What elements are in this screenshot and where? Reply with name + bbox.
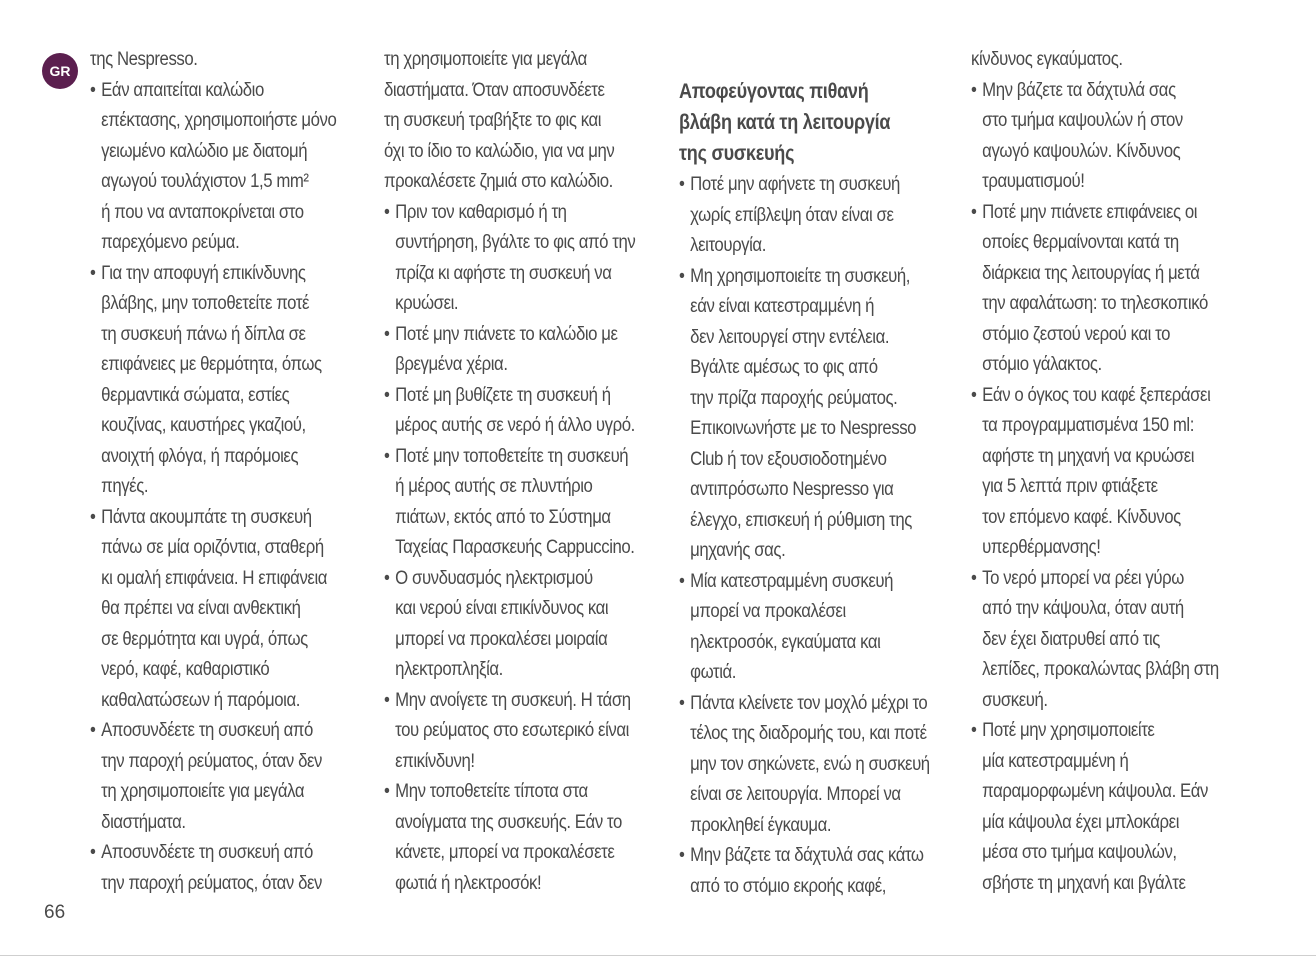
bullet-list bbox=[679, 169, 930, 901]
text-line: της συσκευής bbox=[679, 142, 795, 165]
text-line: μέρος αυτής σε νερό ή άλλο υγρό. bbox=[395, 414, 635, 436]
text-line: τέλος της διαδρομής του, και ποτέ bbox=[690, 722, 927, 744]
text-line: λεπίδες, προκαλώντας βλάβη στη bbox=[982, 658, 1219, 680]
text-line: Επικοινωνήστε με το Nespresso bbox=[690, 417, 917, 439]
continued-text bbox=[384, 44, 635, 197]
text-line: • Μην τοποθετείτε τίποτα στα bbox=[395, 780, 588, 802]
text-line: Ταχείας Παρασκευής Cappuccino. bbox=[395, 536, 635, 558]
text-line: • Ποτέ μη βυθίζετε τη συσκευή ή bbox=[395, 383, 611, 406]
text-line: κρυώσει. bbox=[395, 292, 459, 314]
text-line: επιφάνειες με θερμότητα, όπως bbox=[101, 353, 322, 375]
language-badge: GR bbox=[42, 53, 78, 89]
text-line: τη συσκευή πάνω ή δίπλα σε bbox=[101, 322, 306, 345]
text-line: φωτιά ή ηλεκτροσόκ! bbox=[395, 871, 542, 894]
column-1 bbox=[90, 44, 336, 898]
text-line: • Ποτέ μην χρησιμοποιείτε bbox=[982, 719, 1155, 741]
list-item bbox=[384, 441, 635, 563]
text-line: • Μία κατεστραμμένη συσκευή bbox=[690, 569, 894, 592]
list-item bbox=[90, 75, 336, 258]
text-line: νερό, καφέ, καθαριστικό bbox=[101, 658, 270, 680]
list-item bbox=[384, 319, 635, 380]
text-line: στόμιο γάλακτος. bbox=[982, 353, 1102, 375]
text-line: τη συσκευή τραβήξτε το φις και bbox=[384, 109, 602, 131]
text-line: παραμορφωμένη κάψουλα. Εάν bbox=[982, 780, 1209, 802]
text-line: από το στόμιο εκροής καφέ, bbox=[690, 874, 886, 897]
text-line: • Αποσυνδέετε τη συσκευή από bbox=[101, 841, 313, 863]
text-line: • Μην βάζετε τα δάχτυλά σας bbox=[982, 78, 1176, 101]
text-line: οποίες θερμαίνονται κατά τη bbox=[982, 231, 1179, 253]
text-line: μπορεί να προκαλέσει μοιραία bbox=[395, 627, 608, 650]
text-line: φωτιά. bbox=[690, 661, 737, 683]
text-line: την πρίζα παροχής ρεύματος. bbox=[690, 386, 898, 409]
text-line: ή μέρος αυτής σε πλυντήριο bbox=[395, 475, 593, 497]
text-line: • Το νερό μπορεί να ρέει γύρω bbox=[982, 566, 1184, 589]
text-line: δεν λειτουργεί στην εντέλεια. bbox=[690, 325, 890, 348]
text-line: προκαλέσετε ζημιά στο καλώδιο. bbox=[384, 170, 613, 192]
text-line: • Μην βάζετε τα δάχτυλά σας κάτω bbox=[690, 844, 924, 866]
column-3 bbox=[679, 76, 930, 901]
text-line: αγωγό καψουλών. Κίνδυνος bbox=[982, 139, 1181, 162]
text-line: συντήρηση, βγάλτε το φις από την bbox=[395, 231, 636, 253]
text-line: όχι το ίδιο το καλώδιο, για να μην bbox=[384, 139, 615, 162]
text-line: λειτουργία. bbox=[690, 234, 766, 256]
list-item bbox=[679, 566, 930, 688]
list-item bbox=[971, 563, 1219, 716]
text-line: • Μην ανοίγετε τη συσκευή. Η τάση bbox=[395, 688, 631, 711]
text-line: επικίνδυνη! bbox=[395, 749, 475, 772]
text-line: συσκευή. bbox=[982, 688, 1048, 711]
text-line: • Πάντα κλείνετε τον μοχλό μέχρι το bbox=[690, 691, 928, 714]
text-line: του ρεύματος στο εσωτερικό είναι bbox=[395, 719, 629, 741]
text-line: διαστήματα. Όταν αποσυνδέετε bbox=[384, 78, 605, 101]
list-item bbox=[971, 380, 1219, 563]
text-line: αφήστε τη μηχανή να κρυώσει bbox=[982, 444, 1195, 467]
text-line: ηλεκτροσόκ, εγκαύματα και bbox=[690, 630, 881, 653]
list-item bbox=[384, 197, 635, 319]
continued-text: της Nespresso. bbox=[90, 48, 198, 70]
text-line: γειωμένο καλώδιο με διατομή bbox=[101, 139, 308, 162]
text-line: την παροχή ρεύματος, όταν δεν bbox=[101, 871, 323, 894]
text-line: διάρκεια της λειτουργίας ή μετά bbox=[982, 261, 1200, 284]
text-line: τη χρησιμοποιείτε για μεγάλα bbox=[101, 780, 305, 802]
list-item bbox=[679, 840, 930, 901]
text-line: βλάβης, μην τοποθετείτε ποτέ bbox=[101, 292, 310, 314]
text-line: μπορεί να προκαλέσει bbox=[690, 600, 846, 622]
list-item bbox=[679, 261, 930, 566]
text-line: θα πρέπει να είναι ανθεκτική bbox=[101, 597, 301, 619]
continued-text: κίνδυνος εγκαύματος. bbox=[971, 48, 1123, 70]
text-line: την παροχή ρεύματος, όταν δεν bbox=[101, 749, 323, 772]
text-line: Βγάλτε αμέσως το φις από bbox=[690, 356, 878, 378]
text-line: ηλεκτροπληξία. bbox=[395, 658, 503, 680]
list-item bbox=[384, 380, 635, 441]
text-line: δεν έχει διατρυθεί από τις bbox=[982, 627, 1160, 650]
column-2 bbox=[384, 44, 635, 898]
text-line: πηγές. bbox=[101, 475, 149, 497]
text-line: • Αποσυνδέετε τη συσκευή από bbox=[101, 719, 313, 741]
text-line: αντιπρόσωπο Nespresso για bbox=[690, 478, 894, 500]
text-line: μία κάψουλα έχει μπλοκάρει bbox=[982, 810, 1180, 833]
text-line: κάνετε, μπορεί να προκαλέσετε bbox=[395, 841, 615, 863]
list-item bbox=[384, 685, 635, 777]
text-line: έλεγχο, επισκευή ή ρύθμιση της bbox=[690, 508, 912, 531]
text-line: διαστήματα. bbox=[101, 810, 186, 833]
text-line: εάν είναι κατεστραμμένη ή bbox=[690, 295, 875, 317]
bullet-list bbox=[384, 197, 635, 899]
text-line: βλάβη κατά τη λειτουργία bbox=[679, 111, 891, 134]
list-item bbox=[90, 258, 336, 502]
text-line: κουζίνας, καυστήρες γκαζιού, bbox=[101, 414, 306, 436]
list-item bbox=[384, 563, 635, 685]
text-line: πρίζα κι αφήστε τη συσκευή να bbox=[395, 261, 612, 284]
text-line: χωρίς επίβλεψη όταν είναι σε bbox=[690, 203, 894, 226]
text-line: μία κατεστραμμένη ή bbox=[982, 749, 1129, 772]
text-line: από την κάψουλα, όταν αυτή bbox=[982, 597, 1184, 619]
text-line: μέσα στο τμήμα καψουλών, bbox=[982, 841, 1177, 863]
page-number: 66 bbox=[44, 902, 66, 923]
text-line: • Ποτέ μην πιάνετε το καλώδιο με bbox=[395, 322, 618, 345]
text-line: Club ή τον εξουσιοδοτημένο bbox=[690, 447, 887, 470]
bullet-list bbox=[90, 75, 336, 899]
text-line: • Ποτέ μην αφήνετε τη συσκευή bbox=[690, 173, 900, 195]
list-item bbox=[971, 75, 1219, 197]
text-line: • Για την αποφυγή επικίνδυνης bbox=[101, 261, 306, 284]
text-line: • Μη χρησιμοποιείτε τη συσκευή, bbox=[690, 264, 911, 287]
text-line: προκληθεί έγκαυμα. bbox=[690, 813, 832, 836]
list-item bbox=[384, 776, 635, 898]
list-item bbox=[679, 688, 930, 841]
text-line: σε θερμότητα και υγρά, όπως bbox=[101, 627, 308, 650]
text-line: μην τον σηκώνετε, ενώ η συσκευή bbox=[690, 752, 930, 775]
text-line: θερμαντικά σώματα, εστίες bbox=[101, 383, 290, 406]
text-line: ανοιχτή φλόγα, ή παρόμοιες bbox=[101, 444, 299, 467]
column-4 bbox=[971, 44, 1219, 898]
text-line: • Εάν απαιτείται καλώδιο bbox=[101, 78, 264, 101]
text-line: ανοίγματα της συσκευής. Εάν το bbox=[395, 810, 622, 833]
text-line: • Πριν τον καθαρισμό ή τη bbox=[395, 200, 567, 223]
text-line: μηχανής σας. bbox=[690, 539, 786, 561]
list-item bbox=[90, 715, 336, 837]
text-line: την αφαλάτωση: το τηλεσκοπικό bbox=[982, 292, 1208, 314]
text-line: τα προγραμματισμένα 150 ml: bbox=[982, 414, 1194, 436]
text-line: βρεγμένα χέρια. bbox=[395, 353, 508, 375]
text-line: και νερού είναι επικίνδυνος και bbox=[395, 597, 609, 619]
text-line: πάνω σε μία οριζόντια, σταθερή bbox=[101, 536, 324, 558]
text-line: τραυματισμού! bbox=[982, 170, 1085, 192]
text-line: • Ποτέ μην πιάνετε επιφάνειες οι bbox=[982, 200, 1198, 223]
text-line: είναι σε λειτουργία. Μπορεί να bbox=[690, 783, 901, 805]
text-line: κι ομαλή επιφάνεια. Η επιφάνεια bbox=[101, 566, 328, 589]
list-item bbox=[90, 502, 336, 716]
text-line: σβήστε τη μηχανή και βγάλτε bbox=[982, 871, 1186, 894]
text-line: • Ποτέ μην τοποθετείτε τη συσκευή bbox=[395, 444, 629, 467]
text-line: για 5 λεπτά πριν φτιάξετε bbox=[982, 475, 1158, 497]
text-line: καθαλατώσεων ή παρόμοια. bbox=[101, 688, 300, 711]
text-line: στο τμήμα καψουλών ή στον bbox=[982, 109, 1183, 131]
section-heading bbox=[679, 76, 930, 169]
text-line: αγωγού τουλάχιστον 1,5 mm² bbox=[101, 170, 309, 192]
list-item bbox=[679, 169, 930, 261]
text-line: Αποφεύγοντας πιθανή bbox=[679, 80, 869, 103]
text-line: πιάτων, εκτός από το Σύστημα bbox=[395, 505, 611, 528]
text-line: επέκτασης, χρησιμοποιήστε μόνο bbox=[101, 109, 337, 131]
text-line: • Ο συνδυασμός ηλεκτρισμού bbox=[395, 566, 593, 589]
text-line: ή που να ανταποκρίνεται στο bbox=[101, 200, 304, 223]
text-line: • Εάν ο όγκος του καφέ ξεπεράσει bbox=[982, 383, 1211, 406]
list-item bbox=[971, 715, 1219, 898]
list-item bbox=[971, 197, 1219, 380]
bullet-list bbox=[971, 75, 1219, 899]
text-line: στόμιο ζεστού νερού και το bbox=[982, 322, 1170, 345]
text-line: • Πάντα ακουμπάτε τη συσκευή bbox=[101, 505, 312, 528]
text-line: υπερθέρμανσης! bbox=[982, 536, 1101, 558]
text-line: παρεχόμενο ρεύμα. bbox=[101, 231, 240, 253]
list-item bbox=[90, 837, 336, 898]
footer-divider bbox=[0, 955, 1316, 956]
text-line: τον επόμενο καφέ. Κίνδυνος bbox=[982, 505, 1181, 528]
text-line: τη χρησιμοποιείτε για μεγάλα bbox=[384, 48, 587, 70]
